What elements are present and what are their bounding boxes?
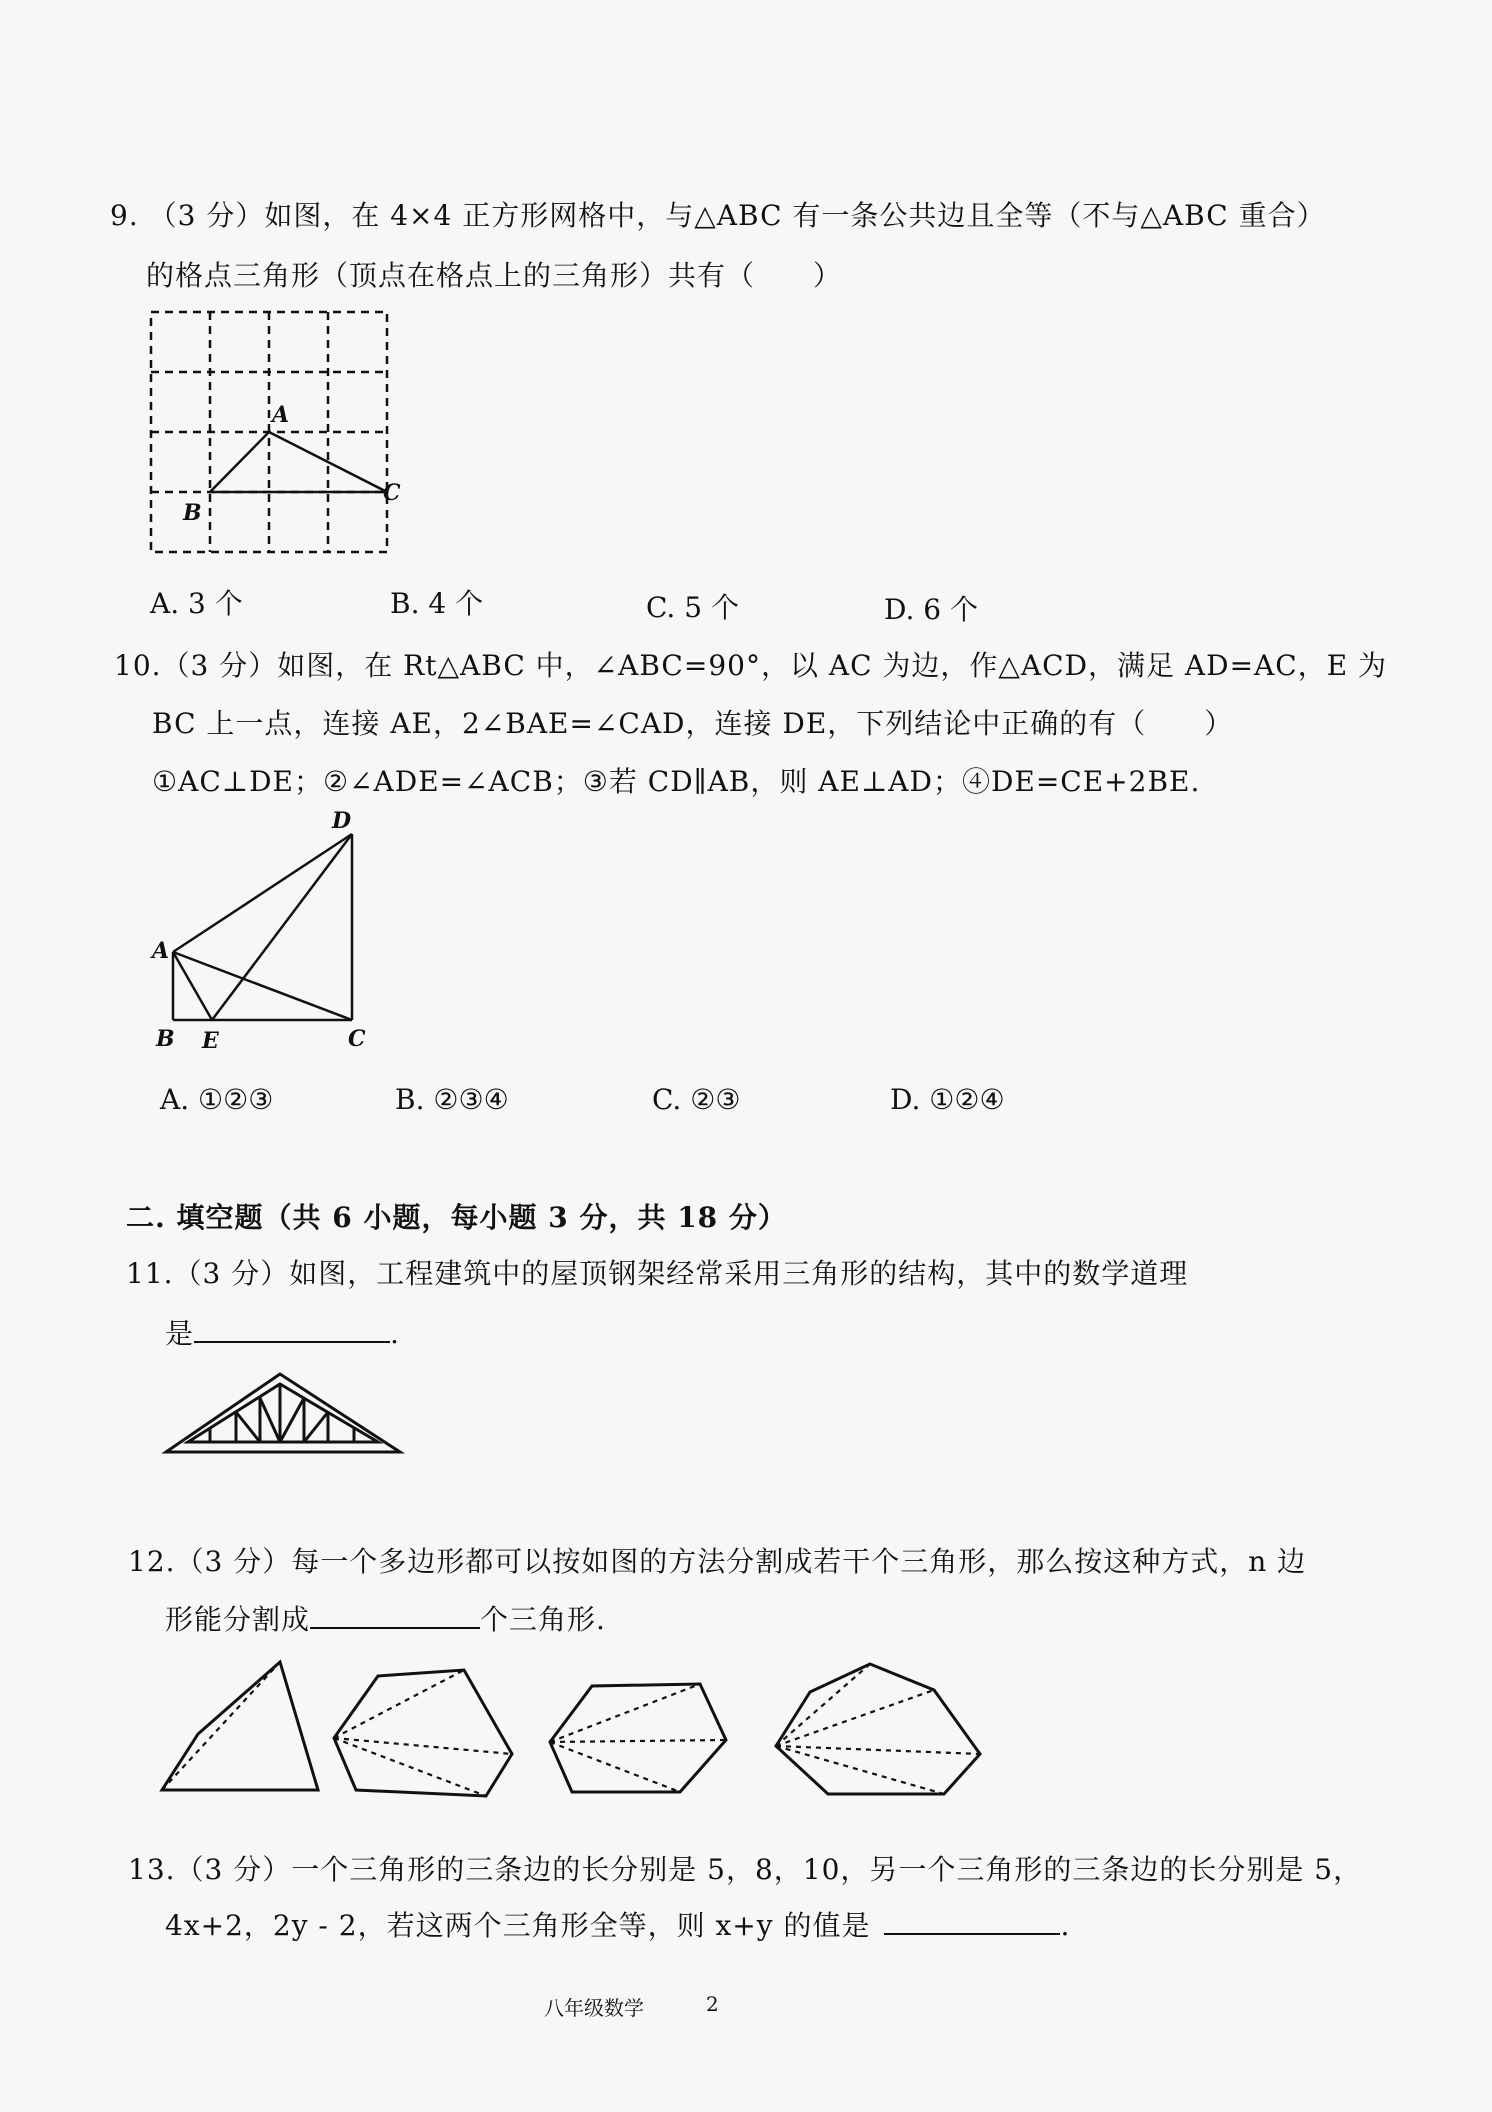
q9-grid-figure — [145, 306, 401, 558]
q11-line2-suffix: . — [390, 1317, 400, 1350]
q10-line1: 10.（3 分）如图，在 Rt△ABC 中，∠ABC=90°，以 AC 为边，作△ACD，满足 AD=AC，E 为 — [114, 649, 1388, 682]
q13-line2-suffix: . — [1060, 1909, 1071, 1942]
label-E: E — [202, 1028, 219, 1054]
q9-option-a: A. 3 个 — [150, 587, 243, 620]
q10-option-d: D. ①②④ — [890, 1083, 1005, 1116]
footer-subject: 八年级数学 — [544, 1996, 644, 2020]
q9-option-c: C. 5 个 — [646, 591, 739, 624]
q11-answer-blank[interactable] — [194, 1315, 390, 1343]
q11-line1: 11.（3 分）如图，工程建筑中的屋顶钢架经常采用三角形的结构，其中的数学道理 — [126, 1257, 1189, 1290]
q10-line3: ①AC⊥DE；②∠ADE=∠ACB；③若 CD∥AB，则 AE⊥AD；④DE=CE+2BE. — [152, 765, 1201, 798]
q13-line2 — [165, 1904, 1070, 1944]
quadrilateral — [162, 1662, 318, 1790]
q9-option-d: D. 6 个 — [884, 593, 978, 626]
q10-option-b: B. ②③④ — [395, 1083, 509, 1116]
q10-triangle-figure — [150, 808, 380, 1054]
section2-heading: 二. 填空题（共 6 小题，每小题 3 分，共 18 分） — [126, 1201, 787, 1234]
roof-truss-figure — [164, 1370, 404, 1470]
heptagon — [776, 1664, 980, 1794]
label-A: A — [272, 402, 290, 428]
q10-line2: BC 上一点，连接 AE，2∠BAE=∠CAD，连接 DE，下列结论中正确的有（ ） — [152, 707, 1234, 740]
polygon-division-figures — [160, 1650, 1000, 1800]
q9-line1: 9. （3 分）如图，在 4×4 正方形网格中，与△ABC 有一条公共边且全等（不与△ABC 重合） — [110, 199, 1326, 232]
q12-line1: 12.（3 分）每一个多边形都可以按如图的方法分割成若干个三角形，那么按这种方式，n 边 — [128, 1545, 1307, 1578]
label-B: B — [156, 1026, 175, 1052]
q11-line2-prefix: 是 — [165, 1317, 195, 1350]
label-B: B — [183, 500, 202, 526]
label-A: A — [152, 938, 170, 964]
q10-option-c: C. ②③ — [652, 1083, 741, 1116]
q13-line1: 13.（3 分）一个三角形的三条边的长分别是 5，8，10，另一个三角形的三条边的长分别是 5， — [128, 1853, 1363, 1886]
label-C: C — [348, 1026, 366, 1052]
q12-line2-prefix: 形能分割成 — [165, 1603, 311, 1636]
q12-line2-suffix: 个三角形. — [480, 1603, 606, 1636]
label-C: C — [383, 480, 401, 506]
triangle-abc — [210, 432, 387, 492]
q10-option-a: A. ①②③ — [160, 1083, 274, 1116]
q11-line2 — [165, 1312, 400, 1352]
q13-line2-prefix: 4x+2，2y - 2，若这两个三角形全等，则 x+y 的值是 — [165, 1909, 871, 1942]
q13-answer-blank[interactable] — [884, 1907, 1060, 1935]
q12-line2 — [165, 1598, 606, 1638]
pentagon — [334, 1670, 512, 1796]
q9-line2: 的格点三角形（顶点在格点上的三角形）共有（ ） — [146, 259, 843, 292]
label-D: D — [332, 808, 352, 834]
q9-option-b: B. 4 个 — [390, 587, 484, 620]
q12-answer-blank[interactable] — [310, 1601, 480, 1629]
footer-page-number: 2 — [706, 1992, 719, 2016]
